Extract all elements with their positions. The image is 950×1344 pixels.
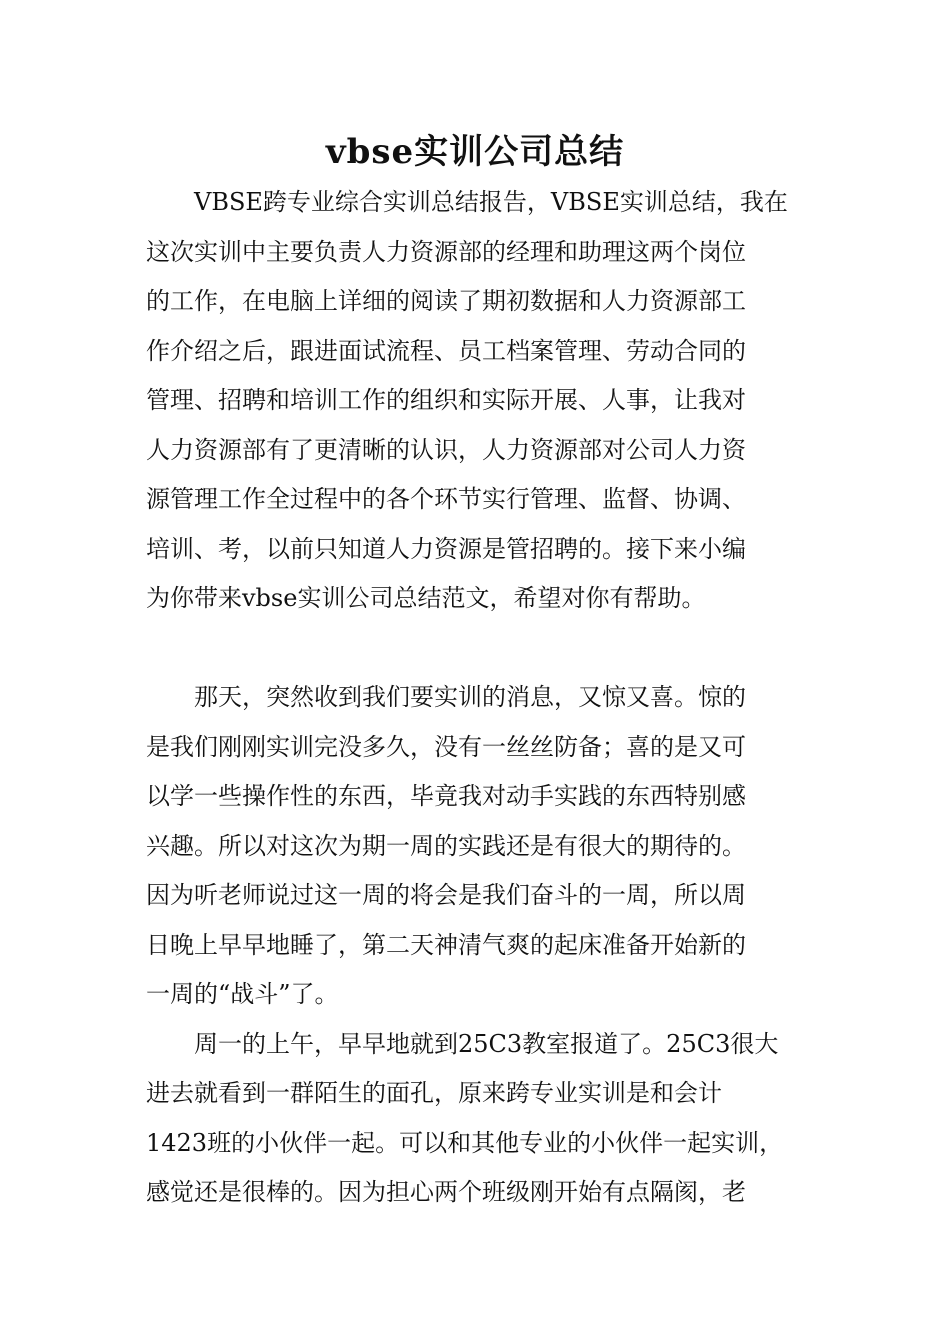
paragraph-line: 一周的“战斗”了。 [146, 980, 339, 1008]
paragraph-line: VBSE跨专业综合实训总结报告，VBSE实训总结，我在 [194, 188, 788, 216]
document-body [146, 178, 810, 1218]
paragraph-line: 1423班的小伙伴一起。可以和其他专业的小伙伴一起实训， [146, 1128, 784, 1157]
paragraph-line: 以学一些操作性的东西，毕竟我对动手实践的东西特别感 [146, 782, 746, 810]
paragraph-line: 培训、考，以前只知道人力资源是管招聘的。接下来小编 [146, 534, 746, 563]
paragraph-line: 管理、招聘和培训工作的组织和实际开展、人事，让我对 [146, 386, 746, 414]
paragraph-gap [146, 624, 810, 674]
paragraph-line: 的工作，在电脑上详细的阅读了期初数据和人力资源部工 [146, 287, 746, 315]
document-title: vbse实训公司总结 [325, 132, 625, 172]
paragraph-line: 源管理工作全过程中的各个环节实行管理、监督、协调、 [146, 485, 746, 513]
paragraph-line: 感觉还是很棒的。因为担心两个班级刚开始有点隔阂，老 [146, 1178, 746, 1206]
paragraph-line: 日晚上早早地睡了，第二天神清气爽的起床准备开始新的 [146, 930, 746, 959]
paragraph-line: 人力资源部有了更清晰的认识，人力资源部对公司人力资 [146, 435, 746, 464]
paragraph-line: 为你带来vbse实训公司总结范文，希望对你有帮助。 [146, 584, 706, 612]
paragraph-line: 周一的上午，早早地就到25C3教室报道了。25C3很大 [194, 1029, 779, 1058]
paragraph-line: 是我们刚刚实训完没多久，没有一丝丝防备；喜的是又可 [146, 732, 746, 761]
paragraph-line: 因为听老师说过这一周的将会是我们奋斗的一周，所以周 [146, 881, 746, 909]
paragraph-line: 作介绍之后，跟进面试流程、员工档案管理、劳动合同的 [146, 336, 746, 365]
paragraph-line: 兴趣。所以对这次为期一周的实践还是有很大的期待的。 [146, 831, 746, 860]
paragraph-line: 这次实训中主要负责人力资源部的经理和助理这两个岗位 [146, 237, 746, 266]
paragraph-line: 那天，突然收到我们要实训的消息，又惊又喜。惊的 [194, 683, 746, 711]
paragraph-line: 进去就看到一群陌生的面孔，原来跨专业实训是和会计 [146, 1079, 722, 1107]
